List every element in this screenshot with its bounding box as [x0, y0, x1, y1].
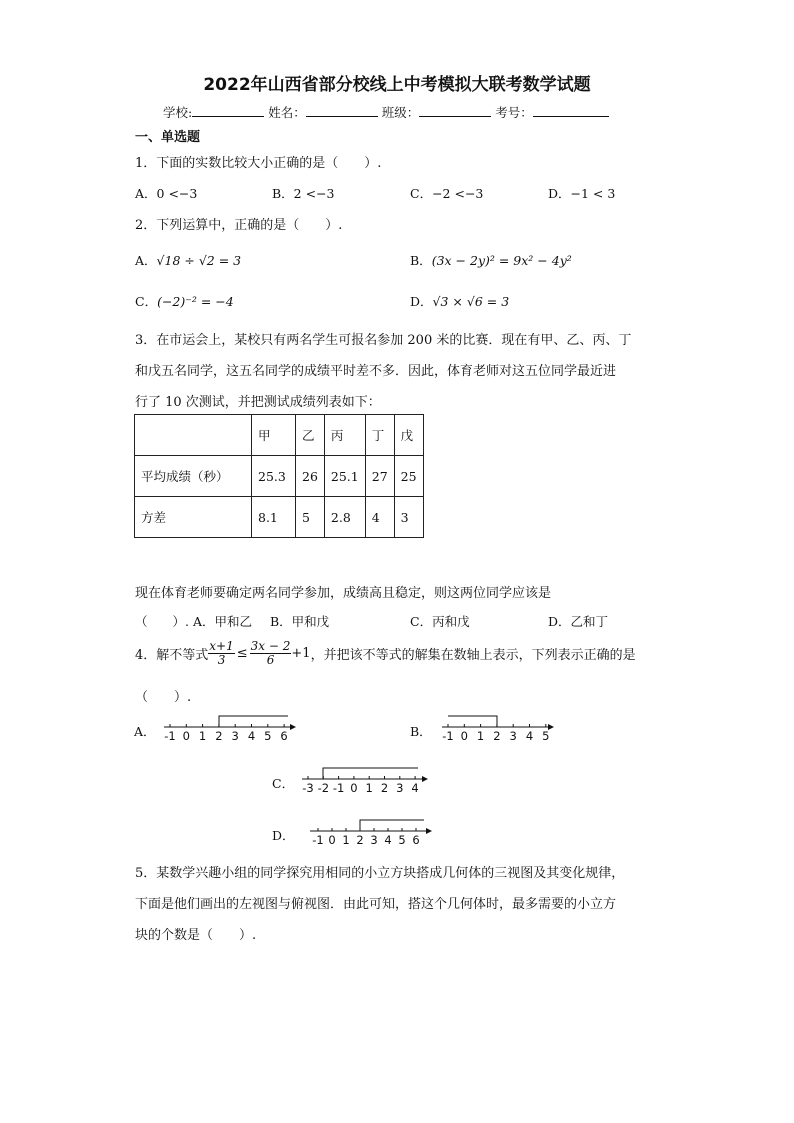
axis-tick-label: 3: [396, 781, 404, 795]
axis-tick-label: 1: [365, 781, 373, 795]
axis-tick-label: 2: [356, 833, 364, 847]
table-header-cell: 戊: [394, 415, 423, 456]
student-info-line: [163, 103, 609, 121]
table-header-cell: 甲: [252, 415, 296, 456]
name-blank: [306, 104, 378, 117]
table-cell: 25: [394, 456, 423, 497]
question-3-line-3: 行了 10 次测试，并把测试成绩列表如下：: [135, 395, 381, 410]
table-cell: 8.1: [252, 497, 296, 538]
q4-plus-one: +1: [291, 646, 311, 662]
solution-bracket: [360, 820, 424, 831]
axis-tick-label: -1: [442, 729, 454, 743]
q4-fraction-1: [208, 640, 234, 667]
table-cell: 26: [296, 456, 325, 497]
question-3-after-table: 现在体育老师要确定两名同学参加，成绩高且稳定，则这两位同学应该是: [135, 586, 552, 601]
class-blank: [419, 104, 491, 117]
exam-no-blank: [533, 104, 609, 117]
number-line-d: [308, 816, 434, 848]
q4-leq-sign: ≤: [236, 646, 248, 662]
axis-tick-label: 0: [328, 833, 336, 847]
section-heading: 一、单选题: [135, 130, 201, 145]
q3-option-b: B．甲和戊: [270, 614, 330, 629]
axis-tick-label: -1: [312, 833, 324, 847]
axis-tick-label: 5: [264, 729, 272, 743]
table-header-cell: 乙: [296, 415, 325, 456]
school-blank: [192, 104, 264, 117]
number-line-c: [300, 764, 430, 796]
axis-arrow: [422, 776, 428, 782]
q2-a-label: A．: [135, 253, 157, 268]
q2-a-expr: √18 ÷ √2 = 3: [156, 253, 242, 268]
q4-stem-end: ，并把该不等式的解集在数轴上表示，下列表示正确的是: [310, 648, 636, 664]
q1-option-d: D．−1 < 3: [548, 186, 616, 201]
table-cell: 2.8: [324, 497, 365, 538]
q4-option-b-label: B．: [410, 724, 432, 739]
q4-option-a-label: A．: [134, 724, 156, 739]
question-3-line-1: 3．在市运会上，某校只有两名学生可报名参加 200 米的比赛．现在有甲、乙、丙、丁: [135, 333, 632, 348]
question-5-line-1: 5．某数学兴趣小组的同学探究用相同的小立方块搭成几何体的三视图及其变化规律，: [135, 866, 625, 881]
axis-tick-label: 2: [493, 729, 501, 743]
q1-option-a: A．0 <−3: [135, 186, 198, 201]
axis-tick-label: 3: [231, 729, 239, 743]
solution-bracket: [323, 768, 418, 779]
question-1-stem: 1．下面的实数比较大小正确的是（ ）.: [135, 156, 382, 171]
question-5-line-3: 块的个数是（ ）.: [135, 928, 257, 943]
question-5-line-2: 下面是他们画出的左视图与俯视图．由此可知，搭这个几何体时，最多需要的小立方: [135, 897, 617, 912]
axis-tick-label: 3: [370, 833, 378, 847]
q1-option-c: C．−2 <−3: [410, 186, 484, 201]
table-cell: 25.1: [324, 456, 365, 497]
q3-option-d: D．乙和丁: [548, 614, 609, 629]
score-table: [134, 414, 424, 538]
table-cell: 3: [394, 497, 423, 538]
table-row: [135, 456, 424, 497]
table-header-row: [135, 415, 424, 456]
q3-option-c: C．丙和戊: [410, 614, 470, 629]
q4-frac2-numerator: 3x − 2: [250, 639, 291, 653]
axis-tick-label: -1: [164, 729, 176, 743]
q2-d-label: D．: [410, 294, 433, 309]
axis-tick-label: 6: [280, 729, 288, 743]
solution-bracket: [448, 716, 497, 727]
table-cell: 5: [296, 497, 325, 538]
q4-frac1-denominator: 3: [217, 653, 226, 668]
axis-tick-label: -1: [332, 781, 345, 795]
q4-frac2-denominator: 6: [266, 653, 275, 668]
q2-option-c: [135, 292, 234, 310]
q4-frac1-numerator: x+1: [209, 639, 234, 653]
axis-tick-label: 4: [384, 833, 392, 847]
q1-option-b: B．2 <−3: [272, 186, 335, 201]
axis-tick-label: 5: [398, 833, 406, 847]
exam-no-label: 考号：: [495, 105, 533, 120]
table-cell: 27: [365, 456, 394, 497]
q4-stem-start: 4．解不等式: [135, 648, 209, 664]
axis-arrow: [290, 724, 296, 730]
axis-tick-label: 5: [542, 729, 550, 743]
axis-tick-label: 0: [182, 729, 190, 743]
axis-tick-label: 3: [509, 729, 517, 743]
table-row: [135, 497, 424, 538]
table-cell: 方差: [135, 497, 252, 538]
exam-title: 2022年山西省部分校线上中考模拟大联考数学试题: [203, 75, 591, 95]
axis-tick-label: 0: [460, 729, 468, 743]
q2-option-d: [410, 292, 509, 310]
q4-option-c-label: C．: [272, 776, 295, 791]
q3-option-a: （ ）. A．甲和乙: [135, 614, 252, 629]
axis-tick-label: 2: [380, 781, 389, 795]
q2-c-label: C．: [135, 294, 158, 309]
q2-c-expr: (−2)⁻² = −4: [157, 294, 234, 309]
question-3-line-2: 和戊五名同学，这五名同学的成绩平时差不多．因此，体育老师对这五位同学最近进: [135, 364, 617, 379]
q2-option-a: [135, 251, 241, 269]
q4-fraction-2: [250, 640, 292, 667]
question-2-stem: 2．下列运算中，正确的是（ ）.: [135, 218, 343, 233]
axis-tick-label: 4: [247, 729, 256, 743]
name-label: 姓名：: [268, 105, 306, 120]
q2-d-expr: √3 × √6 = 3: [432, 294, 510, 309]
axis-tick-label: 2: [215, 729, 223, 743]
solution-bracket: [219, 716, 288, 727]
axis-tick-label: -2: [317, 781, 330, 795]
class-label: 班级：: [381, 105, 420, 120]
table-cell: 4: [365, 497, 394, 538]
axis-tick-label: 1: [342, 833, 350, 847]
number-line-b: [440, 712, 556, 744]
q2-b-label: B．: [410, 253, 432, 268]
question-4-stem: [135, 640, 636, 667]
q4-option-d-label: D．: [272, 828, 295, 843]
axis-tick-label: 4: [525, 729, 534, 743]
school-label: 学校:: [163, 105, 193, 120]
axis-tick-label: 4: [411, 781, 419, 795]
axis-tick-label: 1: [198, 729, 207, 743]
axis-arrow: [426, 828, 432, 834]
table-header-cell: 丁: [365, 415, 394, 456]
question-4-stem-line-2: （ ）.: [135, 690, 192, 705]
q2-b-expr: (3x − 2y)² = 9x² − 4y²: [431, 253, 572, 268]
q2-option-b: [410, 251, 572, 269]
table-header-cell: [135, 415, 252, 456]
table-cell: 平均成绩（秒）: [135, 456, 252, 497]
axis-tick-label: 1: [476, 729, 485, 743]
table-cell: 25.3: [252, 456, 296, 497]
axis-tick-label: 0: [350, 781, 358, 795]
table-header-cell: 丙: [324, 415, 365, 456]
axis-tick-label: -3: [302, 781, 314, 795]
number-line-a: [162, 712, 298, 744]
axis-tick-label: 6: [412, 833, 420, 847]
